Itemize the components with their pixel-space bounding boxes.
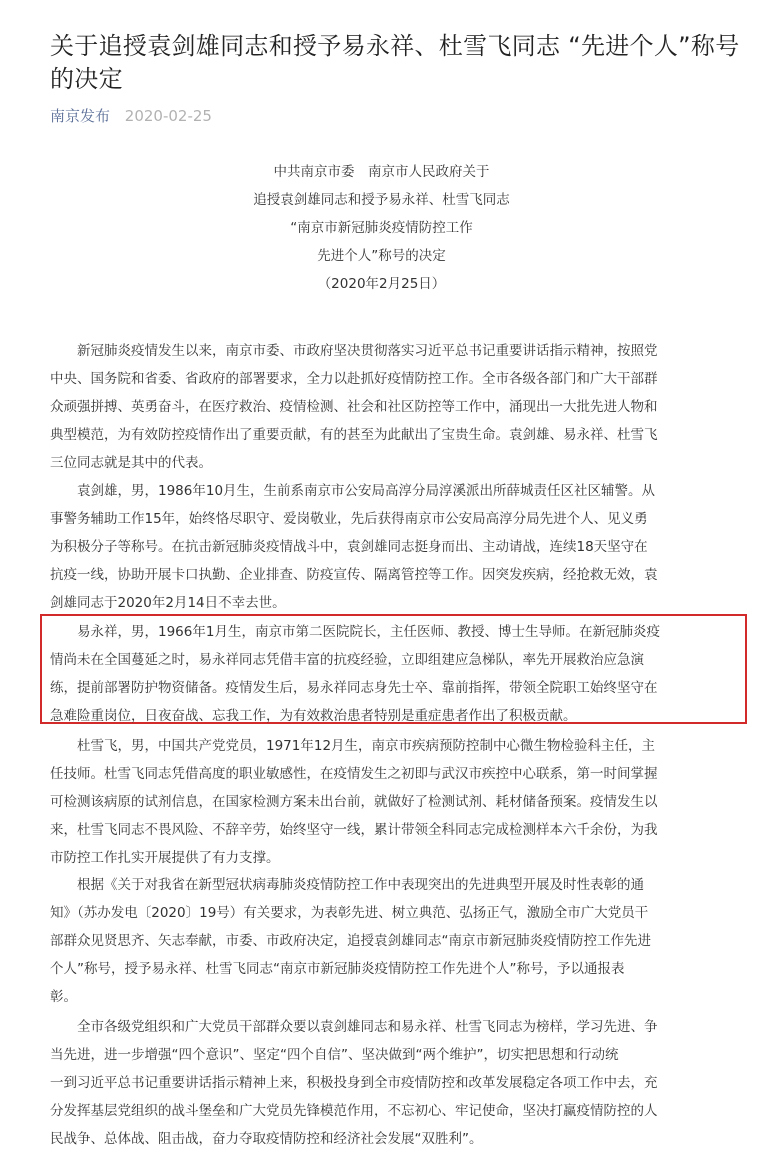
paragraph-line: 可检测该病原的试剂信息，在国家检测方案未出台前，就做好了检测试剂、耗材储备预案。疫情发生以: [50, 794, 658, 810]
paragraph-line: 一到习近平总书记重要讲话指示精神上来，积极投身到全市疫情防控和改革发展稳定各项工作中去，充: [50, 1075, 658, 1091]
paragraph-line: 袁剑雄，男，1986年10月生，生前系南京市公安局高淳分局淳溪派出所薛城责任区社区辅警。从: [77, 483, 656, 499]
paragraph-line: 练，提前部署防护物资储备。疫情发生后，易永祥同志身先士卒、靠前指挥，带领全院职工始终坚守在: [50, 680, 658, 696]
paragraph-line: 民战争、总体战、阻击战，奋力夺取疫情防控和经济社会发展“双胜利”。: [50, 1131, 483, 1147]
source-link[interactable]: 南京发布: [50, 107, 111, 125]
paragraph-line: 众顽强拼搏、英勇奋斗，在医疗救治、疫情检测、社会和社区防控等工作中，涌现出一大批先进人物和: [50, 399, 658, 415]
paragraph-line: 全市各级党组织和广大党员干部群众要以袁剑雄同志和易永祥、杜雪飞同志为榜样，学习先进、争: [77, 1019, 658, 1035]
paragraph-line: 三位同志就是其中的代表。: [50, 455, 212, 471]
heading-line: 中共南京市委 南京市人民政府关于: [273, 164, 490, 180]
paragraph-line: 个人”称号，授予易永祥、杜雪飞同志“南京市新冠肺炎疫情防控工作先进个人”称号，予以通报表: [50, 961, 625, 977]
paragraph-line: 分发挥基层党组织的战斗堡垒和广大党员先锋模范作用，不忘初心、牢记使命，坚决打赢疫情防控的人: [50, 1103, 658, 1119]
paragraph-line: 当先进，进一步增强“四个意识”、坚定“四个自信”、坚决做到“两个维护”，切实把思想和行动统: [50, 1047, 619, 1063]
paragraph-line: 根据《关于对我省在新型冠状病毒肺炎疫情防控工作中表现突出的先进典型开展及时性表彰的通: [77, 877, 644, 893]
paragraph-line: 来，杜雪飞同志不畏风险、不辞辛劳，始终坚守一线，累计带领全科同志完成检测样本六千余份，为我: [50, 822, 658, 838]
paragraph-line: 彰。: [50, 989, 77, 1005]
heading-line: （2020年2月25日）: [317, 276, 446, 292]
paragraph-line: 抗疫一线，协助开展卡口执勤、企业排查、防疫宣传、隔离管控等工作。因突发疾病，经抢救无效，袁: [50, 567, 658, 583]
paragraph-line: 剑雄同志于2020年2月14日不幸去世。: [50, 595, 286, 611]
article-title: 关于追授袁剑雄同志和授予易永祥、杜雪飞同志 “先进个人”称号的决定: [50, 32, 740, 93]
publish-date: 2020-02-25: [124, 107, 212, 125]
paragraph-line: 新冠肺炎疫情发生以来，南京市委、市政府坚决贯彻落实习近平总书记重要讲话指示精神，按照党: [77, 343, 658, 359]
paragraph-line: 易永祥，男，1966年1月生，南京市第二医院院长，主任医师、教授、博士生导师。在新冠肺炎疫: [77, 624, 660, 640]
heading-line: 追授袁剑雄同志和授予易永祥、杜雪飞同志: [253, 192, 510, 208]
paragraph-line: 市防控工作扎实开展提供了有力支撑。: [50, 850, 280, 866]
paragraph-line: 典型模范，为有效防控疫情作出了重要贡献，有的甚至为此献出了宝贵生命。袁剑雄、易永祥、杜雪飞: [50, 427, 658, 443]
paragraph-line: 任技师。杜雪飞同志凭借高度的职业敏感性，在疫情发生之初即与武汉市疾控中心联系，第一时间掌握: [50, 766, 658, 782]
paragraph-line: 中央、国务院和省委、省政府的部署要求，全力以赴抓好疫情防控工作。全市各级各部门和广大干部群: [50, 371, 658, 387]
paragraph-line: 急难险重岗位，日夜奋战、忘我工作，为有效救治患者特别是重症患者作出了积极贡献。: [50, 708, 577, 724]
heading-line: “南京市新冠肺炎疫情防控工作: [290, 220, 473, 236]
heading-line: 先进个人”称号的决定: [317, 248, 446, 264]
paragraph-line: 事警务辅助工作15年，始终恪尽职守、爱岗敬业，先后获得南京市公安局高淳分局先进个人、见义勇: [50, 511, 648, 527]
paragraph-line: 部群众见贤思齐、矢志奉献，市委、市政府决定，追授袁剑雄同志“南京市新冠肺炎疫情防控工作先进: [50, 933, 651, 949]
paragraph-line: 杜雪飞，男，中国共产党党员，1971年12月生，南京市疾病预防控制中心微生物检验科主任，主: [77, 738, 656, 754]
paragraph-line: 知》（苏办发电〔2020〕19号）有关要求，为表彰先进、树立典范、弘扬正气，激励全市广大党员干: [50, 905, 649, 921]
article-meta: [50, 106, 212, 126]
paragraph-line: 情尚未在全国蔓延之时，易永祥同志凭借丰富的抗疫经验，立即组建应急梯队，率先开展救治应急演: [50, 652, 644, 668]
paragraph-line: 为积极分子等称号。在抗击新冠肺炎疫情战斗中，袁剑雄同志挺身而出、主动请战，连续18天坚守在: [50, 539, 648, 555]
